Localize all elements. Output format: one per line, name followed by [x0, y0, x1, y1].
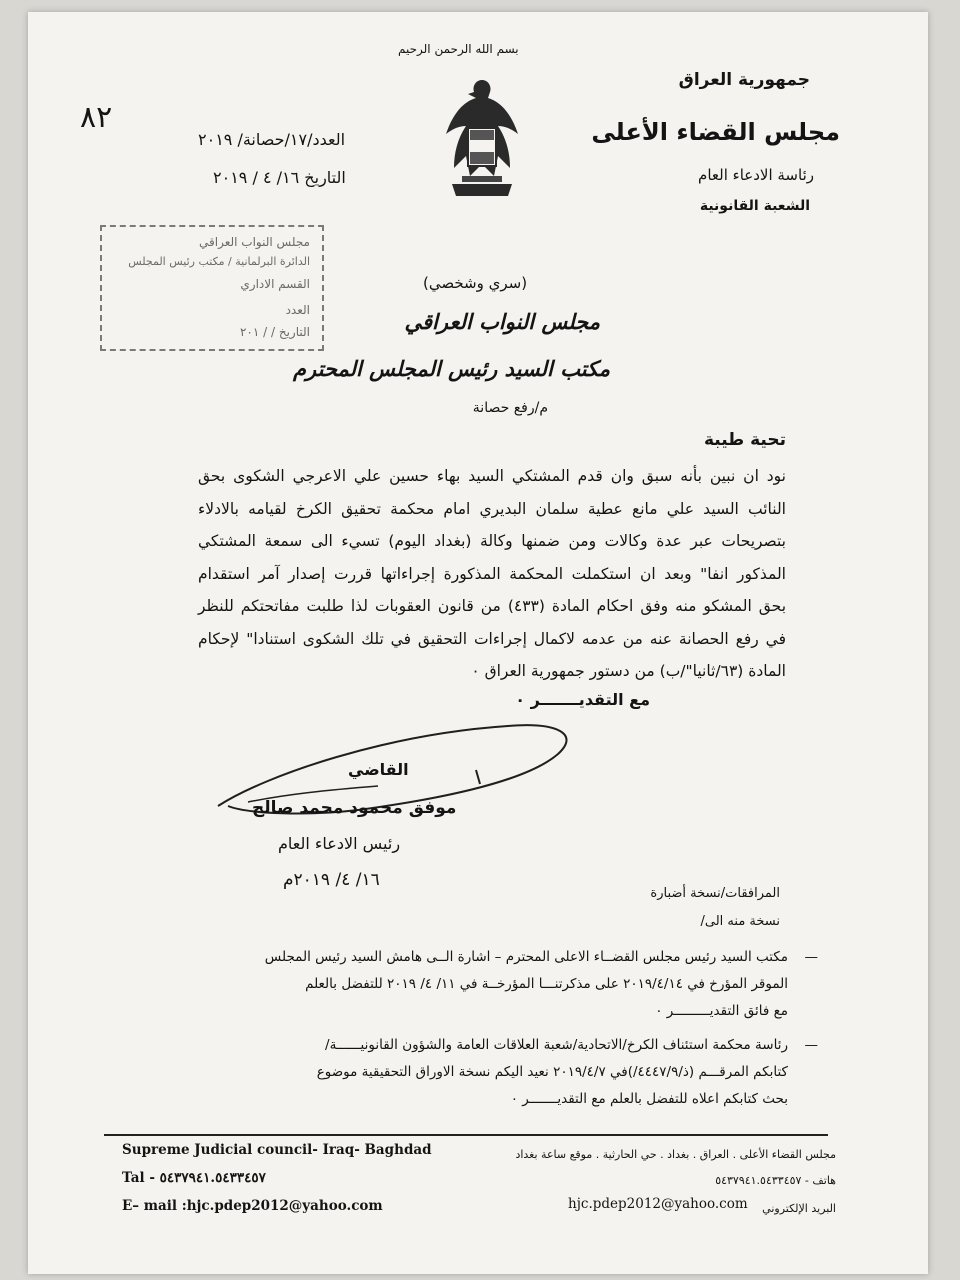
signatory-title: القاضي: [348, 760, 409, 779]
stamp-line: مجلس النواب العراقي: [199, 235, 310, 249]
letter-page: [28, 12, 928, 1274]
header-presidency: رئاسة الادعاء العام: [698, 166, 814, 184]
copy-line: الموقر المؤرخ في ٢٠١٩/٤/١٤ على مذكرتنـــا المؤرخــة في ١١/ ٤/ ٢٠١٩ للتفضل بالعلم: [305, 976, 788, 992]
addressee-parliament: مجلس النواب العراقي: [404, 310, 600, 334]
body-line: بحق المشكو منه وفق احكام المادة (٤٣٣) من قانون العقوبات لذا طلبت مفاتحتكم للنظر: [198, 597, 787, 615]
header-country: جمهورية العراق: [678, 70, 810, 90]
reference-number: العدد/١٧/حصانة/ ٢٠١٩: [198, 130, 346, 149]
classification: (سري وشخصي): [423, 274, 528, 292]
reference-date: التاريخ ١٦/ ٤ / ٢٠١٩: [213, 168, 346, 187]
stamp-line: الدائرة البرلمانية / مكتب رئيس المجلس: [128, 255, 310, 268]
page-number: ٨٢: [80, 100, 113, 135]
body-line: المادة (٦٣/ثانيا"/ب) من دستور جمهورية العراق ٠: [471, 662, 786, 680]
iraq-emblem-icon: [432, 72, 532, 212]
copy-to-label: نسخة منه الى/: [700, 914, 780, 929]
copy-line: بحث كتابكم اعلاه للتفضل بالعلم مع التقديـــــــر ٠: [510, 1091, 788, 1107]
dash-bullet: —: [804, 949, 818, 965]
signatory-role: رئيس الادعاء العام: [278, 834, 401, 853]
stamp-line: العدد: [285, 303, 310, 317]
footer-ar-phone: هاتف - ٥٤٣٧٩٤١.٥٤٣٣٤٥٧: [715, 1174, 836, 1187]
header-council: مجلس القضاء الأعلى: [591, 118, 840, 146]
closing: مع التقديـــــــر ٠: [515, 690, 650, 709]
signatory-name: موفق محمود محمد صالح: [252, 798, 457, 818]
footer-en-name: Supreme Judicial council- Iraq- Baghdad: [122, 1142, 432, 1158]
attachments: المرافقات/نسخة أضبارة: [650, 886, 780, 901]
copy-recipient: [228, 1032, 818, 1113]
footer-divider: [104, 1134, 828, 1136]
dash-bullet: —: [804, 1037, 818, 1053]
signature-date: ١٦/ ٤/ ٢٠١٩م: [283, 870, 380, 890]
body-line: المذكور انفا" وبعد ان استكملت المحكمة المذكورة إجراءاتها قررت إصدار آمر استقدام: [198, 564, 786, 583]
received-stamp: [100, 225, 324, 351]
copy-line: مكتب السيد رئيس مجلس القضــاء الاعلى المحترم – اشارة الــى هامش السيد رئيس المجلس: [264, 949, 788, 965]
footer-ar-email-label: البريد الإلكتروني: [762, 1202, 836, 1215]
letter-body: [198, 460, 786, 688]
copy-line: مع فائق التقديـــــــــر ٠: [655, 1003, 788, 1019]
body-line: النائب السيد علي مانع عطية سلمان البديري امام محكمة تحقيق الكرخ لقيامه بالادلاء: [198, 499, 786, 518]
body-line: نود ان نبين بأنه سبق وان قدم المشتكي السيد بهاء حسين علي الاعرجي الشكوى بحق: [198, 467, 786, 485]
basmala: بسم الله الرحمن الرحيم: [398, 42, 519, 56]
header-division: الشعبة القانونية: [699, 198, 810, 214]
addressee-office: مكتب السيد رئيس المجلس المحترم: [293, 357, 610, 381]
footer-email: hjc.pdep2012@yahoo.com: [568, 1196, 748, 1212]
footer-en-tel: Tal - ٥٤٣٧٩٤١.٥٤٣٣٤٥٧: [122, 1170, 266, 1186]
footer-en-email: E– mail :hjc.pdep2012@yahoo.com: [122, 1198, 383, 1214]
copy-line: كتابكم المرقـــم (ذ/٤٤٤٧/٩/)في ٢٠١٩/٤/٧ نعيد اليكم نسخة الاوراق التحقيقية موضوع: [316, 1064, 788, 1080]
stamp-line: التاريخ / / ٢٠١: [239, 325, 310, 339]
body-line: بتصريحات عبر عدة وكالات ومن ضمنها وكالة (بغداد اليوم) تسيء الى سمعة المشتكي: [198, 532, 786, 550]
subject: م/رفع حصانة: [472, 400, 548, 416]
copy-recipient: [228, 944, 818, 1025]
body-line: في رفع الحصانة عنه من عدمه لاكمال إجراءات التحقيق في تلك الشكوى استنادا" لإحكام: [198, 629, 786, 648]
stamp-line: القسم الاداري: [240, 277, 310, 291]
footer-ar-address: مجلس القضاء الأعلى . العراق . بغداد . حي الحارثية . موقع ساعة بغداد: [515, 1148, 836, 1161]
copy-line: رئاسة محكمة استئناف الكرخ/الاتحادية/شعبة العلاقات العامة والشؤون القانونيــــــة/: [325, 1037, 788, 1053]
greeting: تحية طيبة: [703, 430, 786, 450]
